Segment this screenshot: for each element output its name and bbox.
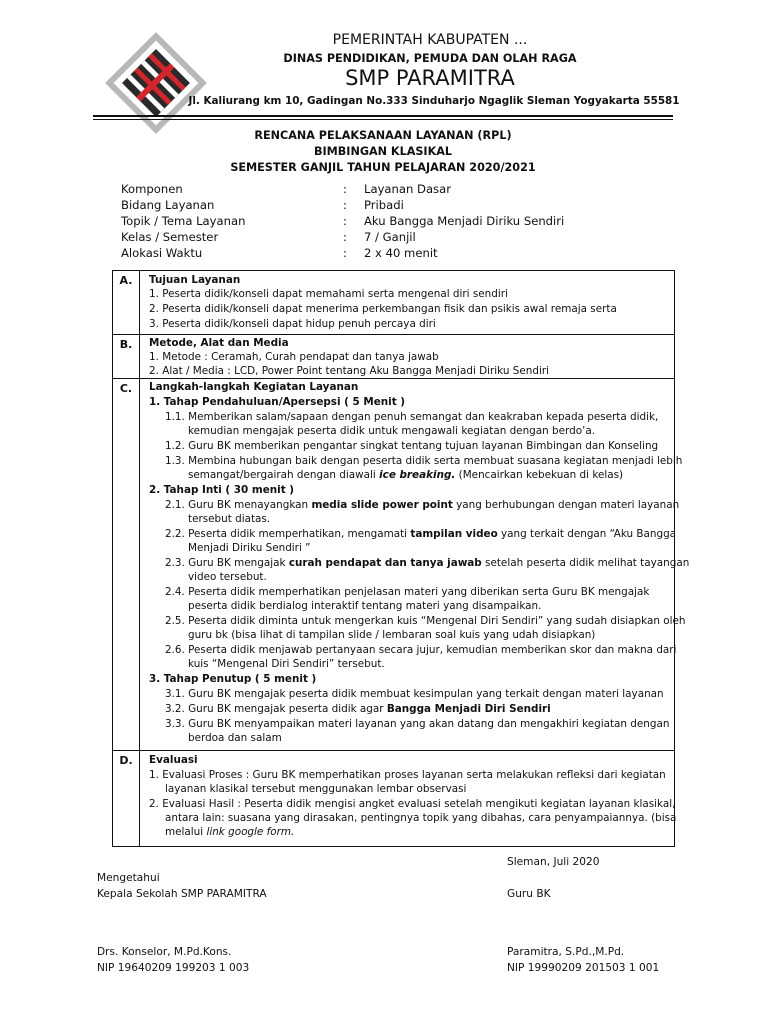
text-run: Bangga Menjadi Diri Sendiri <box>386 703 551 715</box>
step-line: guru bk (bisa lihat di tampilan slide / lembaran soal kuis yang udah disiapkan) <box>188 629 596 641</box>
column-divider <box>139 379 140 751</box>
info-colon: : <box>343 230 347 244</box>
doc-title-line1: RENCANA PELAKSANAAN LAYANAN (RPL) <box>254 129 512 142</box>
info-label: Kelas / Semester <box>121 230 219 244</box>
list-item: antara lain: suasana yang dirasakan, pentingnya topik yang dibahas, cara penyampaiannya. (bisa <box>165 812 677 824</box>
section-heading: Tujuan Layanan <box>149 274 241 286</box>
text-run: ice breaking. <box>379 469 456 481</box>
stage-heading: 3. Tahap Penutup ( 5 menit ) <box>149 673 317 685</box>
section-heading: Metode, Alat dan Media <box>149 337 289 349</box>
info-value: 2 x 40 menit <box>364 246 438 260</box>
principal-nip: NIP 19640209 199203 1 003 <box>97 962 250 974</box>
step-line: Menjadi Diriku Sendiri ” <box>188 542 311 554</box>
header-department: DINAS PENDIDIKAN, PEMUDA DAN OLAH RAGA <box>283 52 577 65</box>
step-line: 2.6. Peserta didik menjawab pertanyaan secara jujur, kemudian memberikan skor dan makna dari <box>165 644 677 656</box>
step-line <box>165 556 689 570</box>
step-line: 3.3. Guru BK menyampaikan materi layanan yang akan datang dan mengakhiri kegiatan dengan <box>165 718 670 730</box>
info-label: Bidang Layanan <box>121 198 215 212</box>
section-heading: Langkah-langkah Kegiatan Layanan <box>149 381 359 393</box>
section-c <box>113 378 690 751</box>
step-line: kemudian mengajak peserta didik untuk mengawali kegiatan dengan berdo’a. <box>188 425 596 437</box>
rpl-table <box>112 270 690 847</box>
list-item <box>165 825 294 839</box>
list-item: 1. Evaluasi Proses : Guru BK memperhatikan proses layanan serta melakukan refleksi dari kegiatan <box>149 769 666 781</box>
list-item: 3. Peserta didik/konseli dapat hidup penuh percaya diri <box>149 318 436 330</box>
column-divider <box>139 271 140 334</box>
step-line: 3.1. Guru BK mengajak peserta didik membuat kesimpulan yang terkait dengan materi layanan <box>165 688 664 700</box>
list-item: 1. Peserta didik/konseli dapat memahami serta mengenal diri sendiri <box>149 288 508 300</box>
header-rule-thin <box>93 119 673 120</box>
text-run: yang berhubungan dengan materi layanan <box>452 499 680 511</box>
text-run: 2.2. Peserta didik memperhatikan, mengamati <box>165 528 411 540</box>
info-value: Aku Bangga Menjadi Diriku Sendiri <box>364 214 565 228</box>
text-run: 2.3. Guru BK mengajak <box>165 557 289 569</box>
list-item: layanan klasikal tersebut menggunakan lembar observasi <box>165 783 467 795</box>
list-item: 2. Alat / Media : LCD, Power Point tentang Aku Bangga Menjadi Diriku Sendiri <box>149 365 549 377</box>
step-line: 1.2. Guru BK memberikan pengantar singkat tentang tujuan layanan Bimbingan dan Konseling <box>165 440 659 452</box>
doc-title-line2: BIMBINGAN KLASIKAL <box>313 145 453 158</box>
step-line: 2.5. Peserta didik diminta untuk mengerkan kuis “Mengenal Diri Sendiri” yang sudah disiapkan oleh <box>165 615 686 627</box>
info-value: Pribadi <box>364 198 404 212</box>
stage-heading: 1. Tahap Pendahuluan/Apersepsi ( 5 Menit ) <box>149 396 406 408</box>
column-divider <box>139 751 140 847</box>
step-line <box>188 468 623 482</box>
step-line: berdoa dan salam <box>188 732 282 744</box>
text-run: 2.1. Guru BK menayangkan <box>165 499 312 511</box>
step-line: tersebut diatas. <box>188 513 271 525</box>
text-run: media slide power point <box>311 499 453 511</box>
step-line: kuis “Mengenal Diri Sendiri” tersebut. <box>188 658 385 670</box>
section-letter: A. <box>119 274 133 287</box>
section-b <box>113 334 674 379</box>
principal-name: Drs. Konselor, M.Pd.Kons. <box>97 946 232 958</box>
place-date: Sleman, Juli 2020 <box>507 856 600 868</box>
info-colon: : <box>343 198 347 212</box>
section-a <box>113 271 674 334</box>
column-divider <box>139 335 140 379</box>
info-value: Layanan Dasar <box>364 182 451 196</box>
text-run: curah pendapat dan tanya jawab <box>288 557 482 569</box>
section-letter: D. <box>119 754 133 767</box>
list-item: 1. Metode : Ceramah, Curah pendapat dan tanya jawab <box>149 351 439 363</box>
text-run: link google form. <box>206 826 295 838</box>
text-run: yang terkait dengan “Aku Bangga <box>497 528 677 540</box>
step-line: peserta didik berdialog interaktif tentang materi yang disampaikan. <box>188 600 542 612</box>
info-label: Komponen <box>121 182 183 196</box>
step-line <box>165 527 676 541</box>
info-label: Topik / Tema Layanan <box>121 214 246 228</box>
section-letter: C. <box>119 382 133 395</box>
counselor-name: Paramitra, S.Pd.,M.Pd. <box>507 946 625 958</box>
stage-heading: 2. Tahap Inti ( 30 menit ) <box>149 484 295 496</box>
text-run: semangat/bergairah dengan diawali <box>188 469 380 481</box>
list-item: 2. Peserta didik/konseli dapat menerima perkembangan fisik dan psikis awal remaja serta <box>149 303 617 315</box>
header-school-name: SMP PARAMITRA <box>345 66 515 90</box>
list-item: 2. Evaluasi Hasil : Peserta didik mengisi angket evaluasi setelah mengikuti kegiatan layanan klasikal, <box>149 798 676 810</box>
doc-title-line3: SEMESTER GANJIL TAHUN PELAJARAN 2020/2021 <box>230 161 536 174</box>
text-run: tampilan video <box>410 528 498 540</box>
header-address: Jl. Kaliurang km 10, Gadingan No.333 Sinduharjo Ngaglik Sleman Yogyakarta 55581 <box>188 95 680 107</box>
info-label: Alokasi Waktu <box>121 246 203 260</box>
counselor-nip: NIP 19990209 201503 1 001 <box>507 962 660 974</box>
principal-title: Kepala Sekolah SMP PARAMITRA <box>97 888 267 900</box>
section-letter: B. <box>119 338 133 351</box>
info-colon: : <box>343 214 347 228</box>
section-heading: Evaluasi <box>149 754 198 766</box>
header-rule-thick <box>93 115 673 117</box>
counselor-title: Guru BK <box>507 888 551 900</box>
info-value: 7 / Ganjil <box>364 230 416 244</box>
step-line <box>165 702 551 716</box>
text-run: melalui <box>165 826 207 838</box>
text-run: (Mencairkan kebekuan di kelas) <box>455 469 624 481</box>
header-government: PEMERINTAH KABUPATEN ... <box>332 32 528 48</box>
info-colon: : <box>343 246 347 260</box>
step-line: 1.1. Memberikan salam/sapaan dengan penuh semangat dan keakraban kepada peserta didik, <box>165 411 659 423</box>
step-line: 1.3. Membina hubungan baik dengan peserta didik serta membuat suasana kegiatan menjadi lebih <box>165 455 683 467</box>
step-line <box>165 498 679 512</box>
step-line: video tersebut. <box>188 571 267 583</box>
acknowledged-label: Mengetahui <box>97 872 160 884</box>
section-d <box>113 750 677 847</box>
text-run: setelah peserta didik melihat tayangan <box>481 557 690 569</box>
text-run: 3.2. Guru BK mengajak peserta didik agar <box>165 703 387 715</box>
info-colon: : <box>343 182 347 196</box>
step-line: 2.4. Peserta didik memperhatikan penjelasan materi yang diberikan serta Guru BK mengajak <box>165 586 650 598</box>
